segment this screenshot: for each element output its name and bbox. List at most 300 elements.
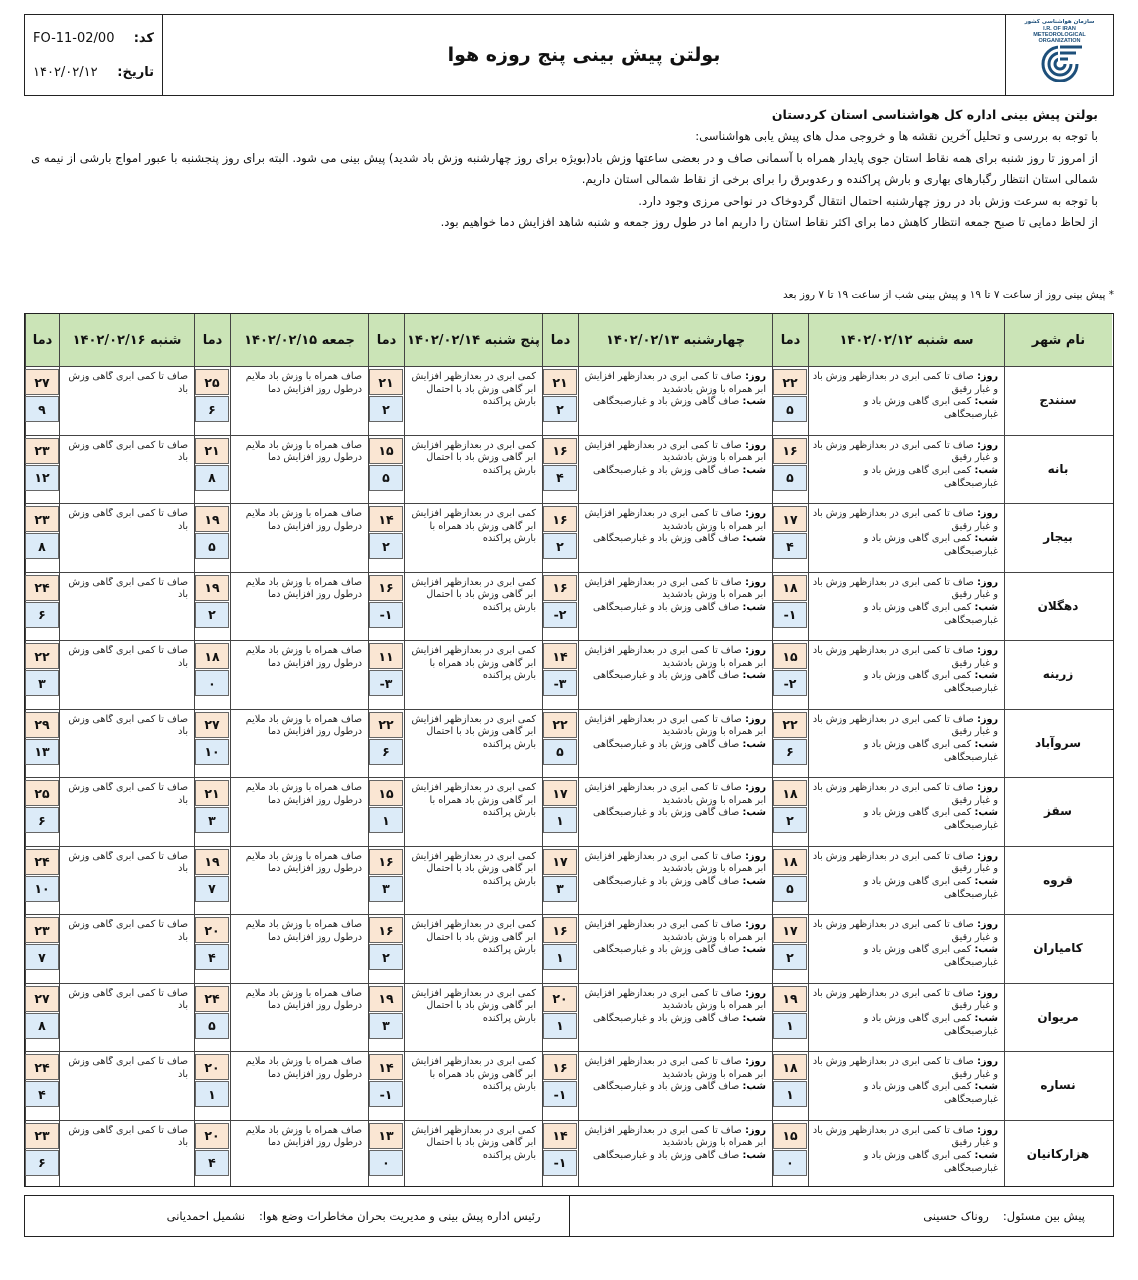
forecast-d2-text xyxy=(582,1056,766,1119)
night-forecast: کمی ابری گاهی وزش باد و غبارصبحگاهی xyxy=(863,875,998,900)
min-temp: ۵ xyxy=(773,876,807,902)
max-temp: ۲۱ xyxy=(369,369,403,395)
forecaster-name: روناک حسینی xyxy=(923,1209,989,1223)
intro-line: از امروز تا روز شنبه برای همه نقاط استان جوی پایدار همراه با آسمانی صاف و در بعضی ساعتها وزش باد(بویژه برای روز چهارشنبه وزش باد شدید) پیش بینی می شود. البته برای روز پنجشنبه با عبور امواج بارشی از نیمه ی xyxy=(31,150,1098,165)
max-temp: ۱۵ xyxy=(369,438,403,464)
max-temp: ۱۴ xyxy=(369,506,403,532)
row-divider xyxy=(25,914,1113,915)
day-prefix: روز: xyxy=(741,371,766,382)
min-temp: ۱ xyxy=(543,807,577,833)
city-name: زرینه xyxy=(1042,667,1074,682)
forecast-d4-text: صاف همراه با وزش باد ملایم درطول روز افزایش دما xyxy=(245,439,362,464)
min-temp: -۱ xyxy=(369,602,403,628)
day-forecast: صاف تا کمی ابری در بعدازظهر وزش باد و غبار رقیق xyxy=(812,919,998,943)
night-prefix: شب: xyxy=(971,1012,998,1024)
min-temp: -۳ xyxy=(369,670,403,696)
max-temp: ۱۴ xyxy=(543,643,577,669)
night-prefix: شب: xyxy=(971,396,998,408)
day-prefix: روز: xyxy=(741,713,766,725)
night-forecast: صاف گاهی وزش باد و غبارصبحگاهی xyxy=(592,1081,740,1093)
night-prefix: شب: xyxy=(739,738,766,750)
min-temp: ۶ xyxy=(25,1150,59,1176)
column-divider xyxy=(230,314,231,1186)
night-prefix: شب: xyxy=(971,670,998,682)
min-temp: ۵ xyxy=(773,396,807,422)
min-temp: ۳ xyxy=(369,876,403,902)
max-temp: ۲۲ xyxy=(773,369,807,395)
row-divider xyxy=(25,503,1113,504)
night-prefix: شب: xyxy=(739,875,766,887)
max-temp: ۲۰ xyxy=(543,986,577,1012)
day-prefix: روز: xyxy=(973,1124,998,1136)
header-temp: دما xyxy=(368,314,404,366)
intro-line: با توجه به بررسی و تحلیل آخرین نقشه ها و خروجی مدل های پیش یابی هواشناسی: xyxy=(695,129,1098,143)
min-temp: ۳ xyxy=(369,1013,403,1039)
min-temp: ۵ xyxy=(195,1013,229,1039)
day-forecast: صاف تا کمی ابری در بعدازظهر افزایش ابر همراه با وزش بادشدید xyxy=(584,645,766,669)
night-forecast: کمی ابری گاهی وزش باد و غبارصبحگاهی xyxy=(863,1149,998,1174)
max-temp: ۲۴ xyxy=(25,575,59,601)
max-temp: ۱۹ xyxy=(369,986,403,1012)
max-temp: ۲۳ xyxy=(25,438,59,464)
min-temp: ۱ xyxy=(195,1081,229,1107)
day-forecast: صاف تا کمی ابری در بعدازظهر افزایش ابر همراه با وزش بادشدید xyxy=(584,439,766,464)
min-temp: ۱ xyxy=(773,1013,807,1039)
min-temp: ۳ xyxy=(543,876,577,902)
max-temp: ۱۵ xyxy=(773,643,807,669)
max-temp: ۲۲ xyxy=(543,712,577,738)
min-temp: ۲ xyxy=(773,807,807,833)
max-temp: ۲۰ xyxy=(195,1054,229,1080)
night-forecast: صاف گاهی وزش باد و غبارصبحگاهی xyxy=(592,807,740,819)
night-prefix: شب: xyxy=(971,944,998,956)
forecast-d5-text: صاف تا کمی ابری گاهی وزش باد xyxy=(68,987,188,1012)
city-name: سقز xyxy=(1044,804,1072,819)
night-forecast: کمی ابری گاهی وزش باد و غبارصبحگاهی xyxy=(863,601,998,626)
forecast-d4-text: صاف همراه با وزش باد ملایم درطول روز افزایش دما xyxy=(245,576,362,601)
day-forecast: صاف تا کمی ابری در بعدازظهر وزش باد و غبار رقیق xyxy=(812,371,998,395)
min-temp: ۱ xyxy=(543,1013,577,1039)
night-prefix: شب: xyxy=(739,1149,766,1161)
night-forecast: صاف گاهی وزش باد و غبارصبحگاهی xyxy=(592,533,740,545)
min-temp: ۰ xyxy=(773,1150,807,1176)
max-temp: ۱۶ xyxy=(543,438,577,464)
column-divider xyxy=(578,314,579,1186)
header-day: چهارشنبه ۱۴۰۲/۰۲/۱۳ xyxy=(578,314,772,366)
max-temp: ۲۲ xyxy=(369,712,403,738)
min-temp: ۶ xyxy=(25,807,59,833)
row-divider xyxy=(25,366,1113,367)
max-temp: ۱۴ xyxy=(369,1054,403,1080)
intro-line: شمالی استان انتظار رگبارهای بهاری و بارش پراکنده و رعدوبرق را برای برخی از نقاط شمالی استان داریم. xyxy=(581,172,1098,186)
max-temp: ۱۷ xyxy=(773,506,807,532)
max-temp: ۱۶ xyxy=(369,575,403,601)
forecast-d1-text xyxy=(812,371,998,434)
night-prefix: شب: xyxy=(971,875,998,887)
forecast-d2-text xyxy=(582,988,766,1051)
night-forecast: صاف گاهی وزش باد و غبارصبحگاهی xyxy=(592,738,740,750)
max-temp: ۱۸ xyxy=(195,643,229,669)
max-temp: ۱۴ xyxy=(543,1123,577,1149)
forecast-d2-text xyxy=(582,782,766,845)
forecast-d1-text xyxy=(812,577,998,640)
forecast-d2-text xyxy=(582,1125,766,1188)
day-prefix: روز: xyxy=(973,782,998,793)
forecast-d1-text xyxy=(812,508,998,571)
date-value: ۱۴۰۲/۰۲/۱۲ xyxy=(33,64,98,80)
forecast-d4-text: صاف همراه با وزش باد ملایم درطول روز افزایش دما xyxy=(245,713,362,738)
min-temp: ۲ xyxy=(773,944,807,970)
code-value: FO-11-02/00 xyxy=(33,30,115,46)
min-temp: ۹ xyxy=(25,396,59,422)
min-temp: ۳ xyxy=(195,807,229,833)
day-prefix: روز: xyxy=(741,645,766,656)
forecast-d1-text xyxy=(812,919,998,982)
day-prefix: روز: xyxy=(973,508,998,519)
night-forecast: صاف گاهی وزش باد و غبارصبحگاهی xyxy=(592,1012,740,1024)
day-prefix: روز: xyxy=(741,1056,766,1067)
night-forecast: کمی ابری گاهی وزش باد و غبارصبحگاهی xyxy=(863,1012,998,1037)
night-prefix: شب: xyxy=(739,670,766,682)
forecast-d4-text: صاف همراه با وزش باد ملایم درطول روز افزایش دما xyxy=(245,1056,362,1080)
column-divider xyxy=(808,314,809,1186)
night-forecast: کمی ابری گاهی وزش باد و غبارصبحگاهی xyxy=(863,533,998,558)
day-prefix: روز: xyxy=(741,782,766,793)
logo-text-en: I.R. OF IRAN METEOROLOGICAL ORGANIZATION xyxy=(1033,26,1086,44)
day-prefix: روز: xyxy=(973,576,998,588)
logo-text-fa: سازمان هواشناسی کشور xyxy=(1024,19,1095,25)
day-prefix: روز: xyxy=(741,508,766,519)
min-temp: ۵ xyxy=(195,533,229,559)
min-temp: ۲ xyxy=(543,533,577,559)
night-prefix: شب: xyxy=(971,601,998,613)
day-prefix: روز: xyxy=(973,919,998,930)
header-city: نام شهر xyxy=(1004,314,1112,366)
forecast-d5-text: صاف تا کمی ابری گاهی وزش باد xyxy=(68,371,188,395)
forecast-d2-text xyxy=(582,371,766,434)
min-temp: -۲ xyxy=(773,670,807,696)
forecast-d2-text xyxy=(582,851,766,914)
max-temp: ۱۸ xyxy=(773,849,807,875)
forecaster-label: پیش بین مسئول: xyxy=(1002,1209,1085,1223)
night-prefix: شب: xyxy=(739,807,766,819)
max-temp: ۲۴ xyxy=(25,1054,59,1080)
forecast-d1-text xyxy=(812,988,998,1051)
city-name: بیجار xyxy=(1043,530,1073,545)
city-name: قروه xyxy=(1043,872,1073,887)
forecast-d3-text: کمی ابری در بعدازظهر افزایش ابر گاهی وزش باد با احتمال بارش پراکنده xyxy=(411,371,536,408)
min-temp: ۲ xyxy=(195,602,229,628)
max-temp: ۲۵ xyxy=(25,780,59,806)
intro-line: با توجه به سرعت وزش باد در روز چهارشنبه احتمال انتقال گردوخاک در نواحی مرزی وجود دارد. xyxy=(638,193,1098,208)
max-temp: ۱۶ xyxy=(543,917,577,943)
day-prefix: روز: xyxy=(741,919,766,930)
row-divider xyxy=(25,983,1113,984)
forecast-d3-text: کمی ابری در بعدازظهر افزایش ابر گاهی وزش باد همراه با بارش پراکنده xyxy=(411,508,536,545)
day-prefix: روز: xyxy=(741,576,766,588)
signature-footer xyxy=(24,1195,1114,1237)
forecast-d5-text: صاف تا کمی ابری گاهی وزش باد xyxy=(68,1056,188,1080)
night-forecast: صاف گاهی وزش باد و غبارصبحگاهی xyxy=(592,396,740,408)
min-temp: -۳ xyxy=(543,670,577,696)
max-temp: ۱۹ xyxy=(773,986,807,1012)
min-temp: ۲ xyxy=(543,396,577,422)
city-name: هزارکانیان xyxy=(1026,1146,1090,1161)
header-day: شنبه ۱۴۰۲/۰۲/۱۶ xyxy=(59,314,194,366)
forecast-d3-text: کمی ابری در بعدازظهر افزایش ابر گاهی وزش باد با احتمال بارش پراکنده xyxy=(411,713,536,750)
document-meta xyxy=(25,15,163,95)
forecast-d5-text: صاف تا کمی ابری گاهی وزش باد xyxy=(68,850,188,875)
min-temp: -۱ xyxy=(369,1081,403,1107)
min-temp: ۵ xyxy=(773,465,807,491)
forecast-d5-text: صاف تا کمی ابری گاهی وزش باد xyxy=(68,782,188,806)
night-prefix: شب: xyxy=(739,944,766,956)
row-divider xyxy=(25,640,1113,641)
forecast-d2-text xyxy=(582,508,766,571)
forecast-d5-text: صاف تا کمی ابری گاهی وزش باد xyxy=(68,439,188,464)
day-forecast: صاف تا کمی ابری در بعدازظهر وزش باد و غبار رقیق xyxy=(812,987,998,1012)
row-divider xyxy=(25,1051,1113,1052)
day-forecast: صاف تا کمی ابری در بعدازظهر افزایش ابر همراه با وزش بادشدید xyxy=(584,1056,766,1080)
night-prefix: شب: xyxy=(739,533,766,545)
min-temp: ۰ xyxy=(195,670,229,696)
header-temp: دما xyxy=(542,314,578,366)
max-temp: ۱۶ xyxy=(543,575,577,601)
min-temp: -۱ xyxy=(543,1150,577,1176)
min-temp: ۷ xyxy=(25,944,59,970)
day-forecast: صاف تا کمی ابری در بعدازظهر افزایش ابر همراه با وزش بادشدید xyxy=(584,850,766,875)
intro-line: از لحاظ دمایی تا صبح جمعه انتظار کاهش دما برای اکثر نقاط استان را داریم اما در طول روز جمعه و شنبه شاهد افزایش دما خواهیم بود. xyxy=(440,215,1098,229)
column-divider xyxy=(404,314,405,1186)
min-temp: ۴ xyxy=(543,465,577,491)
forecast-d2-text xyxy=(582,714,766,777)
forecast-d1-text xyxy=(812,714,998,777)
row-divider xyxy=(25,777,1113,778)
forecast-d4-text: صاف همراه با وزش باد ملایم درطول روز افزایش دما xyxy=(245,1124,362,1149)
forecast-d1-text xyxy=(812,1125,998,1188)
max-temp: ۲۲ xyxy=(773,712,807,738)
min-temp: ۴ xyxy=(25,1081,59,1107)
forecast-d3-text: کمی ابری در بعدازظهر افزایش ابر گاهی وزش باد با احتمال بارش پراکنده xyxy=(411,987,536,1024)
day-forecast: صاف تا کمی ابری در بعدازظهر افزایش ابر همراه با وزش بادشدید xyxy=(584,919,766,943)
night-prefix: شب: xyxy=(739,1012,766,1024)
forecast-d5-text: صاف تا کمی ابری گاهی وزش باد xyxy=(68,919,188,943)
forecast-d3-text: کمی ابری در بعدازظهر افزایش ابر گاهی وزش باد با احتمال بارش پراکنده xyxy=(411,850,536,887)
max-temp: ۲۱ xyxy=(195,438,229,464)
max-temp: ۲۳ xyxy=(25,506,59,532)
header-temp: دما xyxy=(194,314,230,366)
forecast-d3-text: کمی ابری در بعدازظهر افزایش ابر گاهی وزش باد همراه با بارش پراکنده xyxy=(411,782,536,819)
day-prefix: روز: xyxy=(973,645,998,656)
day-forecast: صاف تا کمی ابری در بعدازظهر وزش باد و غبار رقیق xyxy=(812,782,998,806)
forecast-d2-text xyxy=(582,645,766,708)
forecast-d1-text xyxy=(812,1056,998,1119)
day-forecast: صاف تا کمی ابری در بعدازظهر افزایش ابر همراه با وزش بادشدید xyxy=(584,508,766,532)
day-prefix: روز: xyxy=(973,1056,998,1067)
night-prefix: شب: xyxy=(739,396,766,408)
city-name: کامیاران xyxy=(1033,941,1083,956)
max-temp: ۲۳ xyxy=(25,917,59,943)
day-prefix: روز: xyxy=(973,439,998,451)
row-divider xyxy=(25,846,1113,847)
city-name: مریوان xyxy=(1037,1009,1079,1024)
row-divider xyxy=(25,709,1113,710)
min-temp: ۴ xyxy=(773,533,807,559)
forecast-d3-text: کمی ابری در بعدازظهر افزایش ابر گاهی وزش باد با احتمال بارش پراکنده xyxy=(411,919,536,956)
max-temp: ۱۷ xyxy=(543,780,577,806)
page-title: بولتن پیش بینی پنج روزه هوا xyxy=(447,44,721,66)
day-forecast: صاف تا کمی ابری در بعدازظهر وزش باد و غبار رقیق xyxy=(812,508,998,532)
min-temp: ۵ xyxy=(369,465,403,491)
forecast-d3-text: کمی ابری در بعدازظهر افزایش ابر گاهی وزش باد همراه با بارش پراکنده xyxy=(411,645,536,682)
day-forecast: صاف تا کمی ابری در بعدازظهر وزش باد و غبار رقیق xyxy=(812,713,998,738)
night-forecast: کمی ابری گاهی وزش باد و غبارصبحگاهی xyxy=(863,670,998,695)
min-temp: ۸ xyxy=(195,465,229,491)
max-temp: ۱۵ xyxy=(773,1123,807,1149)
row-divider xyxy=(25,1120,1113,1121)
night-prefix: شب: xyxy=(971,533,998,545)
day-prefix: روز: xyxy=(741,850,766,862)
night-prefix: شب: xyxy=(739,1081,766,1093)
min-temp: ۶ xyxy=(369,739,403,765)
forecast-d4-text: صاف همراه با وزش باد ملایم درطول روز افزایش دما xyxy=(245,782,362,806)
day-prefix: روز: xyxy=(741,439,766,451)
day-forecast: صاف تا کمی ابری در بعدازظهر وزش باد و غبار رقیق xyxy=(812,645,998,669)
min-temp: ۶ xyxy=(195,396,229,422)
forecast-d4-text: صاف همراه با وزش باد ملایم درطول روز افزایش دما xyxy=(245,645,362,669)
forecast-d4-text: صاف همراه با وزش باد ملایم درطول روز افزایش دما xyxy=(245,508,362,532)
head-label: رئیس اداره پیش بینی و مدیریت بحران مخاطرات وضع هوا: xyxy=(259,1209,541,1223)
min-temp: -۱ xyxy=(773,602,807,628)
max-temp: ۲۱ xyxy=(195,780,229,806)
organization-logo xyxy=(1005,15,1113,95)
min-temp: ۳ xyxy=(25,670,59,696)
max-temp: ۱۸ xyxy=(773,575,807,601)
forecast-d4-text: صاف همراه با وزش باد ملایم درطول روز افزایش دما xyxy=(245,919,362,943)
night-prefix: شب: xyxy=(739,601,766,613)
night-forecast: کمی ابری گاهی وزش باد و غبارصبحگاهی xyxy=(863,1081,998,1106)
forecast-d5-text: صاف تا کمی ابری گاهی وزش باد xyxy=(68,1124,188,1149)
day-prefix: روز: xyxy=(973,850,998,862)
day-prefix: روز: xyxy=(973,987,998,999)
city-name: بانه xyxy=(1047,461,1069,476)
forecast-d3-text: کمی ابری در بعدازظهر افزایش ابر گاهی وزش باد با احتمال بارش پراکنده xyxy=(411,576,536,613)
max-temp: ۲۹ xyxy=(25,712,59,738)
min-temp: ۱ xyxy=(369,807,403,833)
min-temp: ۱ xyxy=(773,1081,807,1107)
night-forecast: کمی ابری گاهی وزش باد و غبارصبحگاهی xyxy=(863,464,998,489)
header-temp: دما xyxy=(25,314,59,366)
night-prefix: شب: xyxy=(739,464,766,476)
night-forecast: صاف گاهی وزش باد و غبارصبحگاهی xyxy=(592,1149,740,1161)
row-divider xyxy=(25,572,1113,573)
column-divider xyxy=(59,314,60,1186)
min-temp: -۲ xyxy=(543,602,577,628)
max-temp: ۲۴ xyxy=(25,849,59,875)
min-temp: ۲ xyxy=(369,533,403,559)
city-name: دهگلان xyxy=(1037,598,1079,613)
min-temp: ۱۰ xyxy=(195,739,229,765)
forecast-d3-text: کمی ابری در بعدازظهر افزایش ابر گاهی وزش باد همراه با بارش پراکنده xyxy=(411,1056,536,1093)
day-prefix: روز: xyxy=(741,1124,766,1136)
max-temp: ۱۷ xyxy=(773,917,807,943)
max-temp: ۱۸ xyxy=(773,1054,807,1080)
forecast-d1-text xyxy=(812,782,998,845)
min-temp: ۱۳ xyxy=(25,739,59,765)
night-prefix: شب: xyxy=(971,464,998,476)
day-prefix: روز: xyxy=(741,987,766,999)
night-forecast: صاف گاهی وزش باد و غبارصبحگاهی xyxy=(592,670,740,682)
day-forecast: صاف تا کمی ابری در بعدازظهر افزایش ابر همراه با وزش بادشدید xyxy=(584,782,766,806)
forecast-d5-text: صاف تا کمی ابری گاهی وزش باد xyxy=(68,508,188,532)
forecast-d4-text: صاف همراه با وزش باد ملایم درطول روز افزایش دما xyxy=(245,850,362,875)
max-temp: ۲۵ xyxy=(195,369,229,395)
min-temp: ۸ xyxy=(25,533,59,559)
city-name: نساره xyxy=(1040,1078,1076,1093)
max-temp: ۱۶ xyxy=(543,506,577,532)
min-temp: ۱۰ xyxy=(25,876,59,902)
min-temp: ۴ xyxy=(195,1150,229,1176)
min-temp: ۴ xyxy=(195,944,229,970)
header-temp: دما xyxy=(772,314,808,366)
intro-section xyxy=(26,104,1098,234)
max-temp: ۲۷ xyxy=(25,369,59,395)
max-temp: ۱۶ xyxy=(773,438,807,464)
forecast-table xyxy=(24,313,1114,1187)
max-temp: ۱۸ xyxy=(773,780,807,806)
intro-title: بولتن پیش بینی اداره کل هواشناسی استان کردستان xyxy=(771,107,1098,122)
forecast-d2-text xyxy=(582,919,766,982)
forecast-d5-text: صاف تا کمی ابری گاهی وزش باد xyxy=(68,713,188,738)
max-temp: ۲۰ xyxy=(195,1123,229,1149)
min-temp: ۸ xyxy=(25,1013,59,1039)
forecast-d2-text xyxy=(582,577,766,640)
night-prefix: شب: xyxy=(971,1149,998,1161)
day-forecast: صاف تا کمی ابری در بعدازظهر وزش باد و غبار رقیق xyxy=(812,1124,998,1149)
meteorology-logo-icon xyxy=(1035,44,1085,82)
day-prefix: روز: xyxy=(973,371,998,382)
day-forecast: صاف تا کمی ابری در بعدازظهر افزایش ابر همراه با وزش بادشدید xyxy=(584,1124,766,1149)
max-temp: ۱۹ xyxy=(195,849,229,875)
max-temp: ۱۵ xyxy=(369,780,403,806)
night-prefix: شب: xyxy=(971,1081,998,1093)
forecast-d3-text: کمی ابری در بعدازظهر افزایش ابر گاهی وزش باد با احتمال بارش پراکنده xyxy=(411,1124,536,1161)
day-forecast: صاف تا کمی ابری در بعدازظهر افزایش ابر همراه با وزش بادشدید xyxy=(584,371,766,395)
day-prefix: روز: xyxy=(973,713,998,725)
day-forecast: صاف تا کمی ابری در بعدازظهر وزش باد و غبار رقیق xyxy=(812,1056,998,1080)
day-forecast: صاف تا کمی ابری در بعدازظهر افزایش ابر همراه با وزش بادشدید xyxy=(584,987,766,1012)
max-temp: ۱۹ xyxy=(195,575,229,601)
max-temp: ۱۶ xyxy=(369,917,403,943)
forecast-d3-text: کمی ابری در بعدازظهر افزایش ابر گاهی وزش باد با احتمال بارش پراکنده xyxy=(411,439,536,476)
night-forecast: کمی ابری گاهی وزش باد و غبارصبحگاهی xyxy=(863,807,998,832)
forecast-d4-text: صاف همراه با وزش باد ملایم درطول روز افزایش دما xyxy=(245,371,362,395)
header-day: سه شنبه ۱۴۰۲/۰۲/۱۲ xyxy=(808,314,1004,366)
min-temp: ۵ xyxy=(543,739,577,765)
min-temp: ۶ xyxy=(773,739,807,765)
max-temp: ۲۷ xyxy=(195,712,229,738)
night-forecast: صاف گاهی وزش باد و غبارصبحگاهی xyxy=(592,464,740,476)
forecaster-cell xyxy=(570,1196,1114,1236)
header-day: جمعه ۱۴۰۲/۰۲/۱۵ xyxy=(230,314,368,366)
max-temp: ۱۶ xyxy=(543,1054,577,1080)
max-temp: ۲۴ xyxy=(195,986,229,1012)
head-name: نشمیل احمدیانی xyxy=(166,1209,246,1223)
day-forecast: صاف تا کمی ابری در بعدازظهر وزش باد و غبار رقیق xyxy=(812,439,998,464)
max-temp: ۱۳ xyxy=(369,1123,403,1149)
header-day: پنج شنبه ۱۴۰۲/۰۲/۱۴ xyxy=(404,314,542,366)
max-temp: ۱۱ xyxy=(369,643,403,669)
